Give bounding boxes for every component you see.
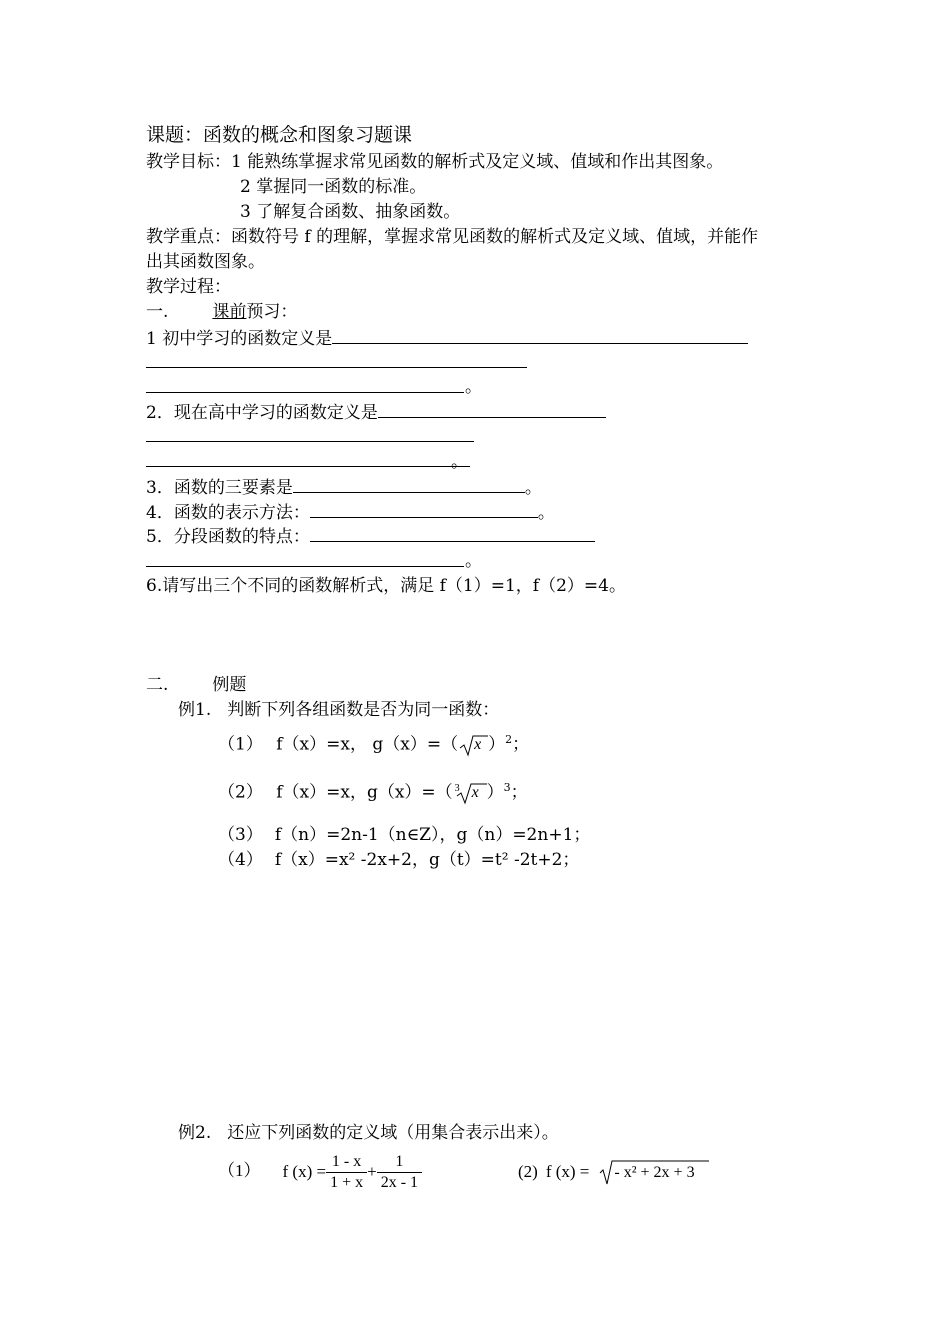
- denominator: 2x - 1: [380, 1173, 419, 1191]
- root-index: 3: [454, 782, 460, 794]
- question-5: [146, 524, 595, 548]
- answer-blank[interactable]: [146, 566, 464, 567]
- item-number: （3）: [218, 825, 263, 845]
- radicand: x: [474, 735, 482, 753]
- question-4-text: 4．函数的表示方法：: [146, 503, 310, 523]
- answer-blank[interactable]: [146, 392, 464, 393]
- goal-item: 2 掌握同一函数的标准。: [240, 177, 427, 197]
- answer-blank[interactable]: [293, 475, 525, 493]
- section2-number: 二.: [146, 675, 169, 695]
- example-1-label: 例1.: [178, 700, 212, 720]
- exponent: 3: [503, 781, 511, 794]
- item-formula-pre: f（x）=x，g（x）=（: [276, 782, 453, 803]
- example-1: [178, 699, 499, 721]
- example-2-label: 例2.: [178, 1123, 212, 1143]
- example-1-item-3: [218, 824, 590, 846]
- question-5-text: 5．分段函数的特点：: [146, 527, 310, 547]
- exponent: 2: [505, 733, 513, 746]
- fraction: [377, 1152, 422, 1193]
- section2-title: 例题: [212, 675, 247, 695]
- example-2: [178, 1122, 559, 1144]
- period: 。: [524, 478, 542, 498]
- numerator: 1 - x: [326, 1152, 367, 1173]
- fraction: [326, 1152, 367, 1193]
- function-lhs: f (x) =: [282, 1162, 327, 1182]
- answer-blank[interactable]: [146, 466, 470, 467]
- sqrt-symbol: [599, 1157, 709, 1187]
- radicand: - x² + 2x + 3: [614, 1164, 695, 1182]
- answer-blank[interactable]: [310, 500, 538, 518]
- goal-item: 3 了解复合函数、抽象函数。: [240, 202, 461, 222]
- item-formula-end: ；: [512, 734, 530, 755]
- radicand: x: [471, 783, 479, 801]
- item-number: （2）: [218, 782, 263, 803]
- period: 。: [451, 452, 468, 472]
- answer-blank[interactable]: [332, 326, 748, 344]
- period: 。: [465, 551, 482, 571]
- section1-title-rest: 预习：: [246, 302, 298, 322]
- page-title: 课题：函数的概念和图象习题课: [146, 124, 413, 146]
- period: 。: [465, 377, 482, 397]
- example-1-text: 判断下列各组函数是否为同一函数：: [227, 700, 500, 720]
- goals-label: 教学目标：: [146, 152, 231, 172]
- item-number: （4）: [218, 850, 263, 870]
- key-points-line-1: 教学重点：函数符号 f 的理解，掌握求常见函数的解析式及定义域、值域，并能作: [146, 227, 759, 247]
- numerator: 1: [377, 1152, 422, 1173]
- question-2: [146, 400, 606, 424]
- answer-blank[interactable]: [146, 441, 474, 442]
- example-2-item-2: [518, 1146, 709, 1196]
- example-1-item-1: [218, 726, 529, 759]
- section1-heading: [146, 301, 297, 323]
- item-number: （1）: [218, 1161, 261, 1180]
- process-label: 教学过程：: [146, 277, 231, 297]
- example-2-text: 还应下列函数的定义域（用集合表示出来）。: [227, 1123, 559, 1143]
- example-2-item-1: [218, 1146, 422, 1196]
- denominator: 1 + x: [330, 1173, 364, 1191]
- answer-blank[interactable]: [378, 400, 606, 418]
- sqrt-symbol: [458, 732, 488, 758]
- goal-item: 1 能熟练掌握求常见函数的解析式及定义域、值域和作出其图象。: [231, 152, 724, 172]
- section1-title-underlined: 课前: [212, 302, 247, 322]
- item-formula-pre: f（x）=x， g（x）=（: [276, 734, 459, 755]
- item-formula: f（n）=2n-1（n∈Z），g（n）=2n+1；: [274, 825, 591, 845]
- function-lhs: f (x) =: [545, 1162, 590, 1182]
- item-formula: f（x）=x² -2x+2，g（t）=t² -2t+2；: [274, 850, 580, 870]
- answer-blank[interactable]: [310, 524, 595, 542]
- cube-root-symbol: [453, 780, 487, 806]
- question-3: [146, 475, 542, 499]
- question-1-text: 1 初中学习的函数定义是: [146, 329, 333, 349]
- example-1-item-2: [218, 774, 528, 807]
- item-number: (2): [518, 1162, 538, 1182]
- question-6: 6.请写出三个不同的函数解析式，满足 f（1）=1，f（2）=4。: [146, 576, 626, 596]
- question-1: [146, 326, 748, 350]
- goals-line-1: [146, 151, 723, 173]
- example-1-item-4: [218, 849, 579, 871]
- item-formula-end: ；: [510, 782, 528, 803]
- section2-heading: [146, 674, 246, 696]
- question-4: [146, 500, 555, 524]
- item-formula-post: ）: [486, 782, 504, 803]
- item-number: （1）: [218, 734, 263, 755]
- question-2-text: 2．现在高中学习的函数定义是: [146, 403, 378, 423]
- item-formula-post: ）: [488, 734, 506, 755]
- key-points-line-2: 出其函数图象。: [146, 252, 265, 272]
- section1-number: 一.: [146, 302, 169, 322]
- question-3-text: 3．函数的三要素是: [146, 478, 293, 498]
- plus-sign: +: [367, 1162, 377, 1182]
- answer-blank[interactable]: [146, 367, 527, 368]
- period: 。: [537, 503, 555, 523]
